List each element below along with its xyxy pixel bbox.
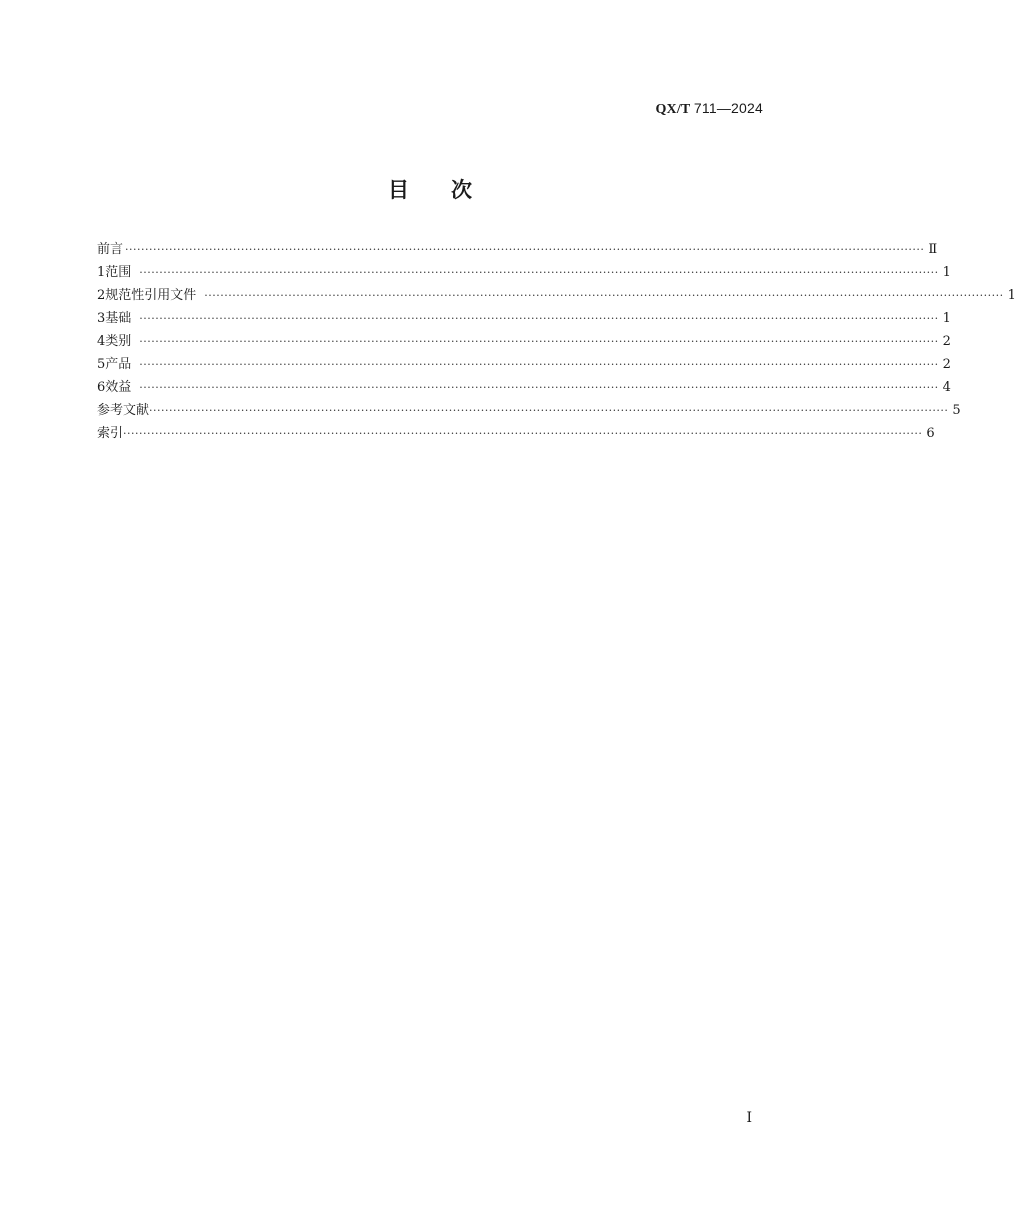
standard-prefix: QX/T bbox=[655, 102, 691, 117]
toc-entry-page: 4 bbox=[942, 380, 951, 395]
toc-title-char-1: 目 bbox=[388, 178, 409, 202]
toc-leader-dots: ········································································································································································································ bbox=[139, 381, 939, 394]
toc-entry-products[interactable] bbox=[97, 353, 951, 376]
toc-entry-label: 索引 bbox=[97, 426, 124, 441]
toc-leader-dots: ········································································································································································································ bbox=[123, 427, 923, 440]
toc-entry-number: 5 bbox=[97, 357, 106, 372]
toc-entry-page: Ⅱ bbox=[928, 242, 938, 257]
toc-leader-dots: ········································································································································································································ bbox=[139, 312, 939, 325]
toc-entry-page: 1 bbox=[942, 311, 951, 326]
toc-entry-label: 范围 bbox=[105, 265, 132, 280]
toc-leader-dots: ········································································································································································································ bbox=[204, 289, 1004, 302]
toc-entry-page: 6 bbox=[926, 426, 935, 441]
toc-entry-label: 效益 bbox=[105, 380, 132, 395]
toc-entry-page: 2 bbox=[942, 334, 951, 349]
toc-entry-foreword[interactable] bbox=[97, 238, 938, 261]
toc-entry-label: 规范性引用文件 bbox=[105, 288, 197, 303]
page-number: Ⅰ bbox=[746, 1111, 752, 1126]
toc-entry-categories[interactable] bbox=[97, 330, 951, 353]
toc-entry-page: 1 bbox=[942, 265, 951, 280]
standard-number: 711—2024 bbox=[693, 100, 763, 116]
toc-leader-dots: ········································································································································································································ bbox=[139, 266, 939, 279]
toc-entry-page: 2 bbox=[942, 357, 951, 372]
toc-entry-scope[interactable] bbox=[97, 261, 951, 284]
toc-entry-number: 6 bbox=[97, 380, 106, 395]
toc-entry-basics[interactable] bbox=[97, 307, 951, 330]
toc-title bbox=[0, 174, 860, 204]
toc-entry-number: 4 bbox=[97, 334, 106, 349]
toc-leader-dots: ········································································································································································································ bbox=[125, 243, 925, 256]
standard-code bbox=[655, 100, 763, 118]
toc-leader-dots: ········································································································································································································ bbox=[139, 335, 939, 348]
toc-entry-number: 2 bbox=[97, 288, 106, 303]
toc-entry-index[interactable] bbox=[97, 422, 935, 445]
toc-leader-dots: ········································································································································································································ bbox=[149, 404, 949, 417]
toc-entry-page: 1 bbox=[1007, 288, 1016, 303]
toc-entry-page: 5 bbox=[952, 403, 961, 418]
toc-entry-label: 参考文献 bbox=[97, 403, 150, 418]
toc-title-char-2: 次 bbox=[451, 178, 472, 202]
toc-entry-normative-references[interactable] bbox=[97, 284, 1016, 307]
toc-entry-label: 类别 bbox=[105, 334, 132, 349]
toc-entry-label: 基础 bbox=[105, 311, 132, 326]
toc-entry-label: 产品 bbox=[105, 357, 132, 372]
toc-entry-benefits[interactable] bbox=[97, 376, 951, 399]
toc-list bbox=[97, 238, 1016, 445]
toc-leader-dots: ········································································································································································································ bbox=[139, 358, 939, 371]
toc-entry-number: 1 bbox=[97, 265, 106, 280]
toc-entry-label: 前言 bbox=[97, 242, 124, 257]
toc-entry-bibliography[interactable] bbox=[97, 399, 961, 422]
toc-entry-number: 3 bbox=[97, 311, 106, 326]
